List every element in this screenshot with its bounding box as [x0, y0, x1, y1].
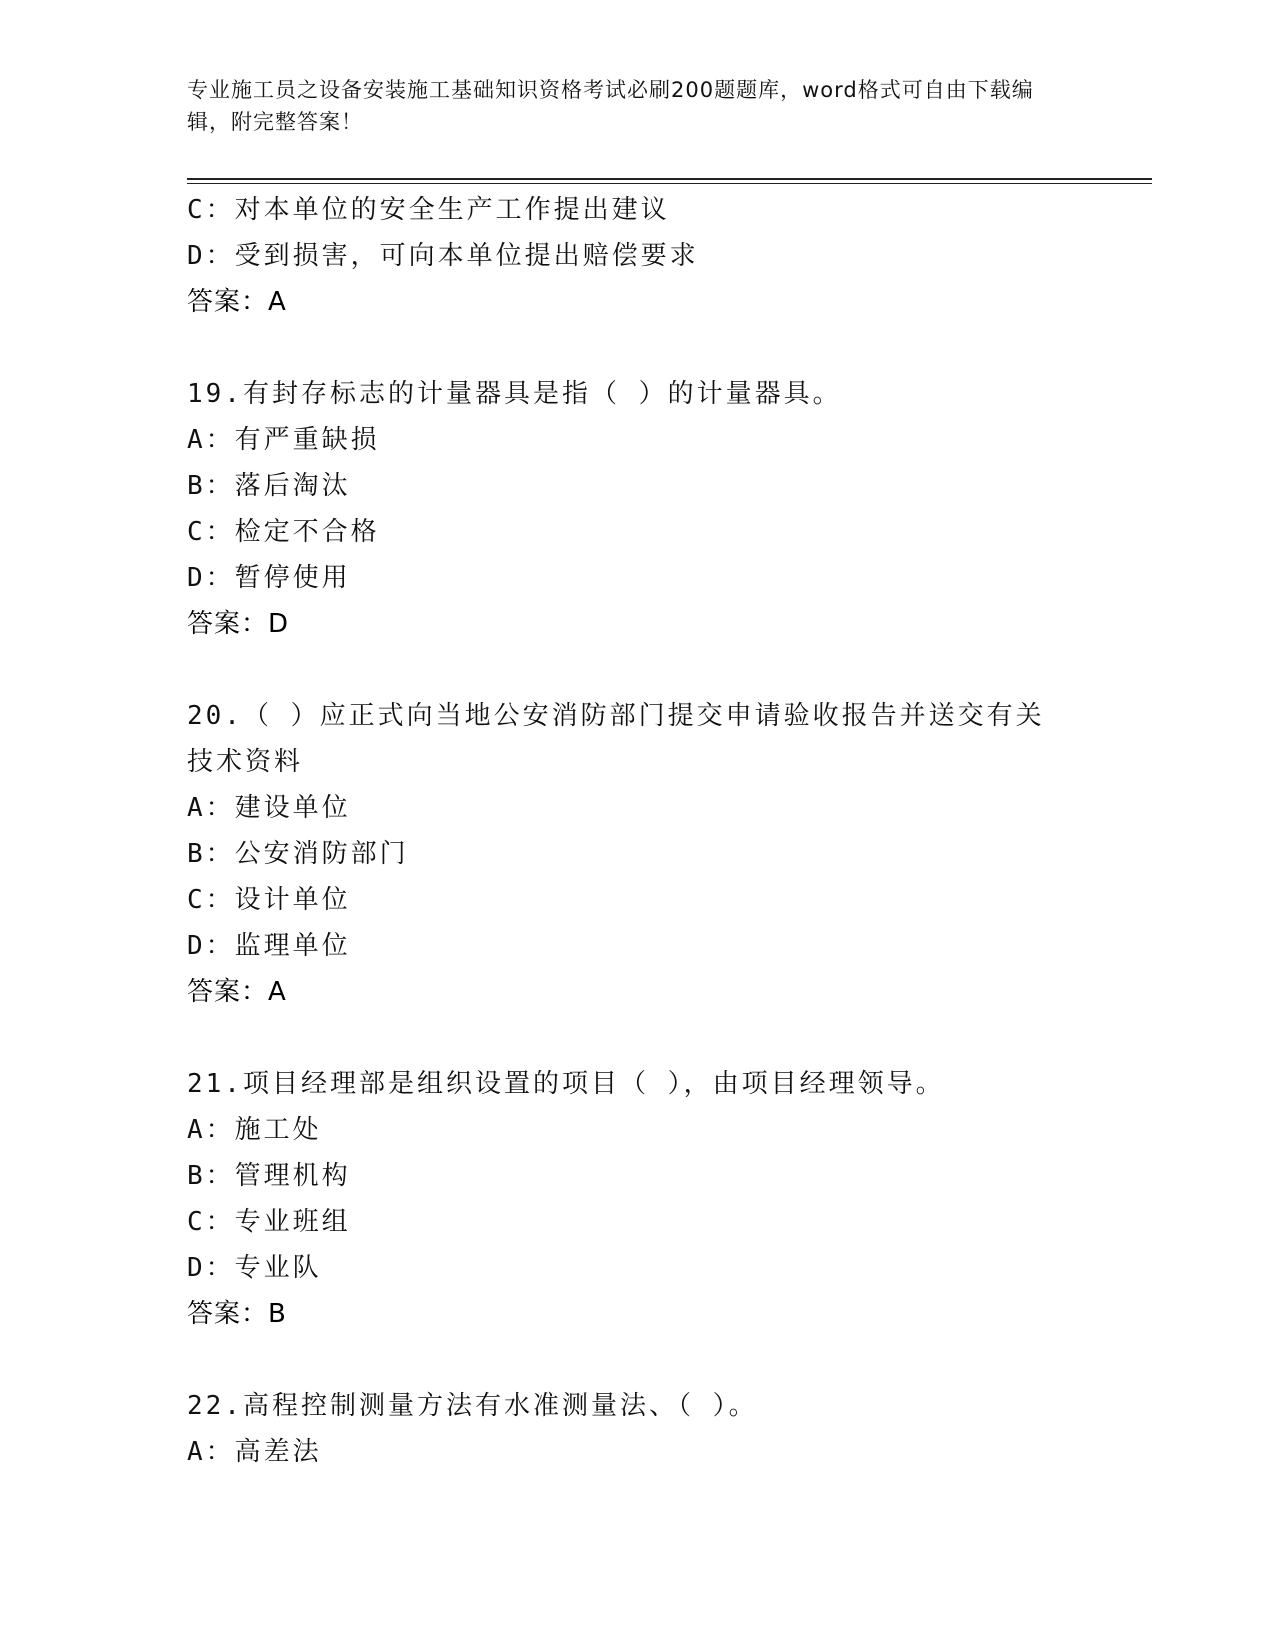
option-d: D：暂停使用 [187, 563, 351, 593]
spacer [187, 325, 1067, 371]
option-b: B：落后淘汰 [187, 471, 351, 501]
option-b: B：公安消防部门 [187, 839, 409, 869]
answer: 答案：D [187, 609, 290, 639]
question-text: 22.高程控制测量方法有水准测量法、（ ）。 [187, 1391, 758, 1421]
document-header: 专业施工员之设备安装施工基础知识资格考试必刷200题题库，word格式可自由下载编辑，附完整答案！ [187, 78, 1034, 134]
question-block-22 [187, 1383, 1067, 1475]
spacer [187, 647, 1067, 693]
option-d: D：受到损害，可向本单位提出赔偿要求 [187, 241, 699, 271]
question-text: 19.有封存标志的计量器具是指（ ）的计量器具。 [187, 379, 842, 409]
question-block-18 [187, 187, 1067, 325]
question-list [187, 187, 1067, 1475]
answer: 答案：A [187, 287, 287, 317]
question-block-21 [187, 1061, 1067, 1337]
question-text: 21.项目经理部是组织设置的项目（ ），由项目经理领导。 [187, 1069, 945, 1099]
option-a: A：有严重缺损 [187, 425, 380, 455]
answer: 答案：A [187, 977, 287, 1007]
option-a: A：高差法 [187, 1437, 322, 1467]
question-text: 20.（ ）应正式向当地公安消防部门提交申请验收报告并送交有关技术资料 [187, 701, 1045, 777]
spacer [187, 1015, 1067, 1061]
option-c: C：设计单位 [187, 885, 351, 915]
answer: 答案：B [187, 1299, 287, 1329]
option-d: D：监理单位 [187, 931, 351, 961]
question-block-20 [187, 693, 1067, 1015]
option-a: A：施工处 [187, 1115, 322, 1145]
option-c: C：检定不合格 [187, 517, 380, 547]
option-a: A：建设单位 [187, 793, 351, 823]
option-d: D：专业队 [187, 1253, 322, 1283]
option-c: C：对本单位的安全生产工作提出建议 [187, 195, 670, 225]
header-divider-thick [187, 178, 1152, 180]
question-block-19 [187, 371, 1067, 647]
option-b: B：管理机构 [187, 1161, 351, 1191]
spacer [187, 1337, 1067, 1383]
option-c: C：专业班组 [187, 1207, 351, 1237]
header-divider-thin [187, 183, 1152, 184]
